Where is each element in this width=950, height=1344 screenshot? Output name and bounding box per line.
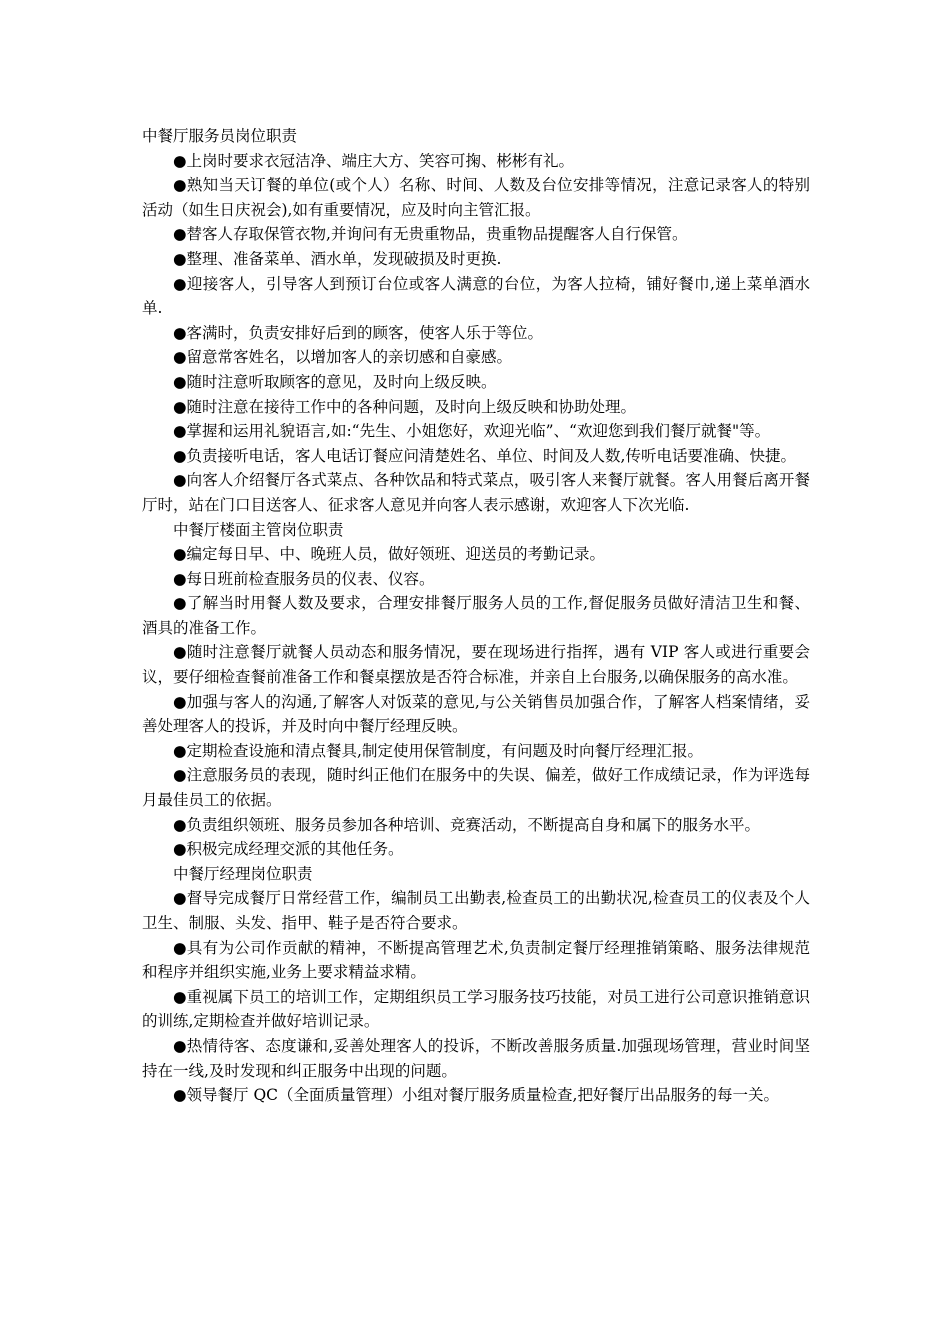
list-item: ●热情待客、态度谦和,妥善处理客人的投诉，不断改善服务质量.加强现场管理，营业时间坚持在一线,及时发现和纠正服务中出现的问题。 bbox=[142, 1036, 810, 1080]
list-item: ●定期检查设施和清点餐具,制定使用保管制度，有问题及时向餐厅经理汇报。 bbox=[173, 741, 703, 760]
list-item: ●负责组织领班、服务员参加各种培训、竞赛活动，不断提高自身和属下的服务水平。 bbox=[173, 815, 761, 834]
document-body bbox=[142, 124, 810, 1108]
section-title-manager: 中餐厅经理岗位职责 bbox=[173, 864, 313, 883]
list-item: ●随时注意餐厅就餐人员动态和服务情况，要在现场进行指挥，遇有 VIP 客人或进行重要会议，要仔细检查餐前准备工作和餐桌摆放是否符合标准，并亲自上台服务,以确保服务的高水准。 bbox=[142, 643, 810, 687]
list-item: ●迎接客人，引导客人到预订台位或客人满意的台位，为客人拉椅，铺好餐巾,递上菜单酒水单. bbox=[142, 274, 810, 318]
list-item: ●掌握和运用礼貌语言,如:“先生、小姐您好，欢迎光临”、“欢迎您到我们餐厅就餐"等。 bbox=[173, 422, 771, 441]
list-item: ●具有为公司作贡献的精神，不断提高管理艺术,负责制定餐厅经理推销策略、服务法律规范和程序并组织实施,业务上要求精益求精。 bbox=[142, 938, 810, 982]
list-item: ●负责接听电话，客人电话订餐应问清楚姓名、单位、时间及人数,传听电话要准确、快捷。 bbox=[173, 446, 796, 465]
list-item: ●整理、准备菜单、酒水单，发现破损及时更换. bbox=[173, 249, 502, 268]
list-item: ●上岗时要求衣冠洁净、端庄大方、笑容可掬、彬彬有礼。 bbox=[173, 151, 575, 170]
list-item: ●随时注意在接待工作中的各种问题，及时向上级反映和协助处理。 bbox=[173, 397, 637, 416]
list-item: ●督导完成餐厅日常经营工作，编制员工出勤表,检查员工的出勤状况,检查员工的仪表及个人卫生、制服、头发、指甲、鞋子是否符合要求。 bbox=[142, 889, 810, 932]
list-item: ●客满时，负责安排好后到的顾客，使客人乐于等位。 bbox=[173, 323, 544, 342]
list-item: ●向客人介绍餐厅各式菜点、各种饮品和特式菜点，吸引客人来餐厅就餐。客人用餐后离开餐厅时，站在门口目送客人、征求客人意见并向客人表示感谢，欢迎客人下次光临. bbox=[142, 471, 810, 514]
list-item: ●注意服务员的表现，随时纠正他们在服务中的失误、偏差，做好工作成绩记录，作为评选每月最佳员工的依据。 bbox=[142, 766, 810, 810]
list-item: ●留意常客姓名，以增加客人的亲切感和自豪感。 bbox=[173, 348, 513, 367]
list-item: ●编定每日早、中、晚班人员，做好领班、迎送员的考勤记录。 bbox=[173, 545, 606, 564]
section-title-waiter: 中餐厅服务员岗位职责 bbox=[142, 127, 298, 145]
list-item: ●每日班前检查服务员的仪表、仪容。 bbox=[173, 569, 435, 588]
list-item: ●了解当时用餐人数及要求，合理安排餐厅服务人员的工作,督促服务员做好清洁卫生和餐、酒具的准备工作。 bbox=[142, 594, 810, 637]
section-title-floor-supervisor: 中餐厅楼面主管岗位职责 bbox=[173, 520, 344, 539]
list-item: ●随时注意听取顾客的意见，及时向上级反映。 bbox=[173, 372, 497, 391]
list-item: ●领导餐厅 QC（全面质量管理）小组对餐厅服务质量检查,把好餐厅出品服务的每一关。 bbox=[173, 1086, 779, 1105]
list-item: ●替客人存取保管衣物,并询问有无贵重物品，贵重物品提醒客人自行保管。 bbox=[173, 225, 688, 244]
list-item: ●积极完成经理交派的其他任务。 bbox=[173, 840, 404, 859]
list-item: ●加强与客人的沟通,了解客人对饭菜的意见,与公关销售员加强合作，了解客人档案情绪，妥善处理客人的投诉，并及时向中餐厅经理反映。 bbox=[142, 692, 810, 736]
list-item: ●熟知当天订餐的单位(或个人）名称、时间、人数及台位安排等情况，注意记录客人的特别活动（如生日庆祝会),如有重要情况，应及时向主管汇报。 bbox=[142, 176, 810, 219]
list-item: ●重视属下员工的培训工作，定期组织员工学习服务技巧技能，对员工进行公司意识推销意识的训练,定期检查并做好培训记录。 bbox=[142, 987, 810, 1031]
